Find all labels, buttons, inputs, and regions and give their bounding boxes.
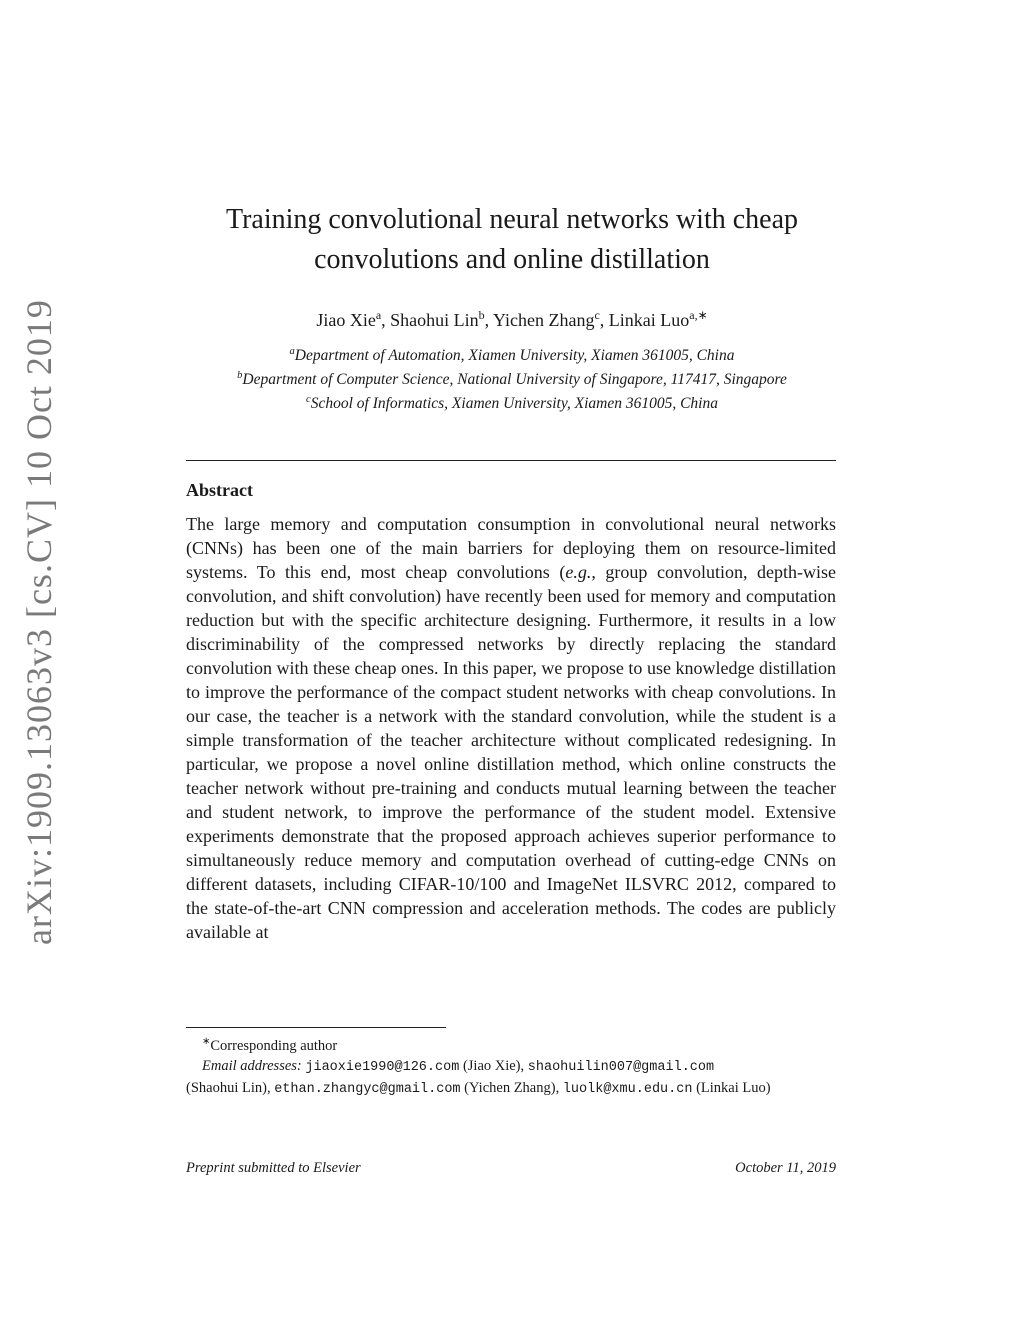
affiliation [150,342,874,366]
affiliation-mark: b [237,370,243,382]
abstract-body [186,512,836,944]
affiliation-text: Department of Computer Science, National University of Singapore, 117417, Singapore [242,371,787,389]
arxiv-stamp: arXiv:1909.13063v3 [cs.CV] 10 Oct 2019 [19,299,59,945]
abstract-heading: Abstract [186,480,253,500]
email-link[interactable]: shaohuilin007@gmail.com [527,1059,715,1075]
email-owner: (Jiao Xie), [462,1057,525,1074]
author-list: Jiao Xie$^a$, Shaohui Lin$^b$, Yichen Zhang$^c$, Linkai Luo$^{a,∗}$ [316,308,708,330]
email-owner: (Yichen Zhang), [464,1079,560,1096]
title-line-2: convolutions and online distillation [314,244,710,275]
email-owner: (Shaohui Lin), [186,1079,271,1096]
footer-date: October 11, 2019 [735,1160,836,1176]
abstract-top-rule [186,460,836,461]
abstract-eg: e.g. [565,562,592,582]
email-note-cont [186,1078,836,1100]
affiliation-text: School of Informatics, Xiamen University, Xiamen 361005, China [310,395,718,413]
author-name: Linkai Luo [608,310,690,330]
affiliation [150,366,874,390]
affiliation-text: Department of Automation, Xiamen University, Xiamen 361005, China [294,347,735,365]
email-link[interactable]: ethan.zhangyc@gmail.com [274,1081,461,1097]
footnote-rule [186,1027,446,1028]
email-label: Email addresses: [202,1057,302,1074]
email-note [186,1056,836,1078]
abstract-text-a: The large memory and computation consumption in convolutional neural networks (CNNs) has been one of the main barriers for deploying them on resource-limited systems. To this end, most cheap convolutions ( [186,514,836,582]
footer-preprint: Preprint submitted to Elsevier [186,1160,361,1176]
email-link[interactable]: jiaoxie1990@126.com [305,1059,460,1075]
affiliation [150,390,874,414]
author-name: Shaohui Lin [390,310,479,330]
affiliation-mark: a [289,346,295,357]
author-mark: b [478,308,485,322]
author-name: Jiao Xie [316,310,376,330]
author-mark: a [375,308,382,322]
corresponding-text: Corresponding author [210,1037,338,1054]
title-line-1: Training convolutional neural networks with cheap [225,204,799,235]
abstract-text-b: , group convolution, depth-wise convolution, and shift convolution) have recently been used for memory and computation reduction but with the specific architecture designing. Furthermore, it results in a low discriminability of the compressed networks by directly replacing the standard convolution with these cheap ones. In this paper, we propose to use knowledge distillation to improve the performance of the compact student networks with cheap convolutions. In our case, the teacher is a network with the standard convolution, while the student is a simple transformation of the teacher architecture without complicated redesigning. In particular, we propose a novel online distillation method, which online constructs the teacher network without pre-training and conducts mutual learning between the teacher and student network, to improve the performance of the student model. Extensive experiments demonstrate that the proposed approach achieves superior performance to simultaneously reduce memory and computation overhead of cutting-edge CNNs on different datasets, including CIFAR-10/100 and ImageNet ILSVRC 2012, compared to the state-of-the-art CNN compression and acceleration methods. The codes are publicly available at [186,562,837,942]
affiliations [150,342,874,414]
footnotes [186,1032,836,1100]
author-mark: c [594,308,600,322]
corresponding-mark: ∗ [202,1036,211,1047]
email-owner: (Linkai Luo) [696,1079,771,1096]
corresponding-note [186,1032,836,1056]
email-link[interactable]: luolk@xmu.edu.cn [562,1081,693,1097]
affiliation-mark: c [306,394,311,406]
paper-title [150,200,874,280]
author-mark: a,∗ [689,308,708,322]
author-name: Yichen Zhang [492,310,595,330]
